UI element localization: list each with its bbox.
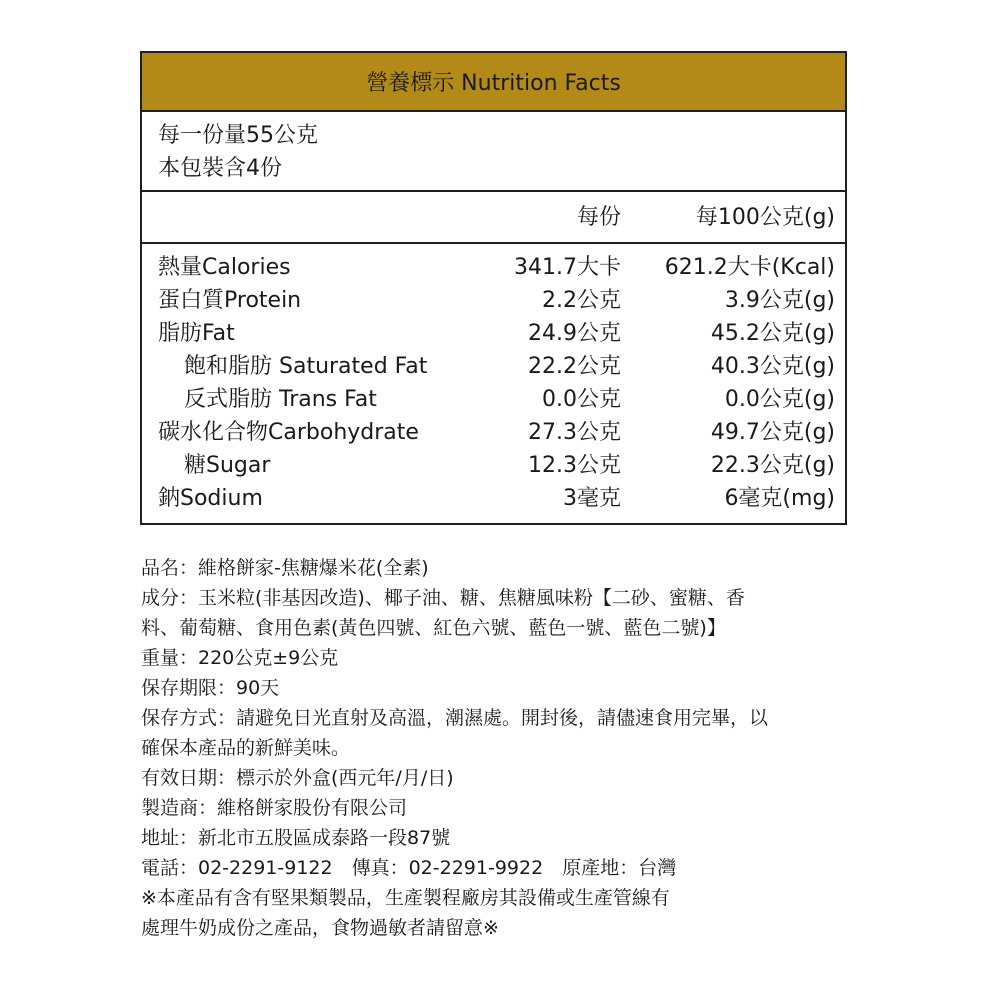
nutrient-per-100g: 3.9公克(g) bbox=[724, 288, 835, 313]
nutrient-row-sugar bbox=[142, 449, 845, 482]
nutrient-per-100g: 621.2大卡(Kcal) bbox=[664, 255, 835, 280]
nutrient-name: 鈉Sodium bbox=[158, 486, 263, 511]
product-name-line: 品名：維格餅家-焦糖爆米花(全素) bbox=[141, 557, 429, 579]
header-per-100g: 每100公克(g) bbox=[695, 205, 835, 230]
manufacturer-line: 製造商：維格餅家股份有限公司 bbox=[141, 797, 408, 819]
nutrition-facts-panel bbox=[140, 51, 847, 525]
allergen-warning-line: ※本產品有含有堅果類製品，生產製程廠房其設備或生產管線有 bbox=[141, 887, 670, 909]
nutrient-per-100g: 6毫克(mg) bbox=[724, 486, 835, 511]
storage-line: 確保本產品的新鮮美味。 bbox=[141, 737, 351, 759]
nutrient-row-saturated-fat bbox=[142, 350, 845, 383]
nutrient-per-100g: 40.3公克(g) bbox=[710, 354, 835, 379]
nutrient-name: 糖Sugar bbox=[184, 453, 271, 478]
nutrient-per-serving: 12.3公克 bbox=[528, 453, 621, 478]
ingredients-line: 成分：玉米粒(非基因改造)、椰子油、糖、焦糖風味粉【二砂、蜜糖、香 bbox=[141, 587, 745, 609]
shelf-life-line: 保存期限：90天 bbox=[141, 677, 280, 699]
nutrient-name: 脂肪Fat bbox=[158, 321, 235, 346]
nutrient-name: 蛋白質Protein bbox=[158, 288, 302, 313]
nutrient-name: 熱量Calories bbox=[158, 255, 291, 280]
nutrient-per-100g: 49.7公克(g) bbox=[710, 420, 835, 445]
servings-per-pack: 本包裝含4份 bbox=[158, 156, 282, 181]
nutrient-row-sodium bbox=[142, 482, 845, 515]
nutrient-per-serving: 22.2公克 bbox=[528, 354, 621, 379]
address-line: 地址：新北市五股區成泰路一段87號 bbox=[141, 827, 451, 849]
header-per-serving: 每份 bbox=[576, 205, 621, 230]
nutrient-row-carbohydrate bbox=[142, 416, 845, 449]
contact-line: 電話：02-2291-9122 傳真：02-2291-9922 原產地：台灣 bbox=[141, 857, 677, 879]
nutrient-per-serving: 24.9公克 bbox=[528, 321, 621, 346]
nutrient-name: 飽和脂肪 Saturated Fat bbox=[184, 354, 428, 379]
nutrient-row-trans-fat bbox=[142, 383, 845, 416]
nutrient-name: 碳水化合物Carbohydrate bbox=[158, 420, 419, 445]
nutrient-per-100g: 22.3公克(g) bbox=[710, 453, 835, 478]
product-info bbox=[141, 553, 851, 943]
nutrient-row-calories bbox=[142, 251, 845, 284]
nutrient-rows bbox=[142, 251, 845, 515]
nutrient-per-100g: 45.2公克(g) bbox=[710, 321, 835, 346]
nutrient-name: 反式脂肪 Trans Fat bbox=[184, 387, 377, 412]
allergen-warning-line: 處理牛奶成份之產品，食物過敏者請留意※ bbox=[141, 917, 499, 939]
nutrition-title: 營養標示 Nutrition Facts bbox=[142, 53, 845, 112]
serving-size: 每一份量55公克 bbox=[158, 123, 318, 148]
ingredients-line: 料、葡萄糖、食用色素(黃色四號、紅色六號、藍色一號、藍色二號)】 bbox=[141, 617, 726, 639]
nutrient-per-serving: 27.3公克 bbox=[528, 420, 621, 445]
nutrient-row-fat bbox=[142, 317, 845, 350]
divider bbox=[142, 190, 845, 192]
nutrient-per-100g: 0.0公克(g) bbox=[724, 387, 835, 412]
expiry-line: 有效日期：標示於外盒(西元年/月/日) bbox=[141, 767, 454, 789]
nutrient-per-serving: 341.7大卡 bbox=[514, 255, 621, 280]
storage-line: 保存方式：請避免日光直射及高溫，潮濕處。開封後，請儘速食用完畢，以 bbox=[141, 707, 769, 729]
weight-line: 重量：220公克±9公克 bbox=[141, 647, 339, 669]
nutrient-per-serving: 2.2公克 bbox=[542, 288, 621, 313]
nutrient-row-protein bbox=[142, 284, 845, 317]
divider bbox=[142, 242, 845, 244]
serving-info bbox=[158, 119, 318, 185]
nutrient-per-serving: 0.0公克 bbox=[542, 387, 621, 412]
nutrient-per-serving: 3毫克 bbox=[563, 486, 621, 511]
